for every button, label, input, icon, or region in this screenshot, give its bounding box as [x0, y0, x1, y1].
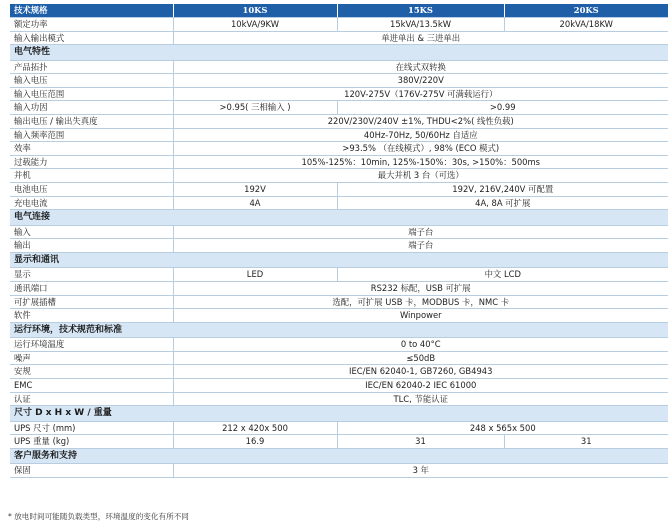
spec-row — [10, 60, 668, 74]
spec-row — [10, 421, 668, 435]
spec-value: 10kVA/9KW — [173, 18, 337, 32]
spec-row — [10, 282, 668, 296]
spec-value: 105%-125%：10min, 125%-150%：30s, >150%：500ms — [173, 155, 668, 169]
spec-value: >0.95( 三相输入 ) — [173, 101, 337, 115]
spec-label: 输入输出模式 — [10, 31, 173, 45]
spec-label: 输入电压 — [10, 74, 173, 88]
spec-value: 端子台 — [173, 225, 668, 239]
header-col-15ks: 15KS — [337, 4, 504, 18]
spec-label: 并机 — [10, 169, 173, 183]
spec-value: 212 x 420x 500 — [173, 421, 337, 435]
spec-label: 电池电压 — [10, 183, 173, 197]
spec-label: EMC — [10, 379, 173, 393]
spec-row — [10, 31, 668, 45]
spec-row — [10, 392, 668, 406]
spec-row — [10, 169, 668, 183]
section-header-row — [10, 406, 668, 422]
spec-value: IEC/EN 62040-1, GB7260, GB4943 — [173, 365, 668, 379]
spec-label: 认证 — [10, 392, 173, 406]
spec-value: 192V — [173, 183, 337, 197]
spec-label: 输入功因 — [10, 101, 173, 115]
spec-row — [10, 142, 668, 156]
section-title: 电气特性 — [10, 45, 668, 61]
spec-value: ≤50dB — [173, 351, 668, 365]
spec-label: 输出电压 / 输出失真度 — [10, 115, 173, 129]
spec-label: 输入电压范围 — [10, 87, 173, 101]
spec-value: 最大并机 3 台（可选） — [173, 169, 668, 183]
spec-label: 输出 — [10, 239, 173, 253]
spec-value: 端子台 — [173, 239, 668, 253]
spec-value: >93.5% （在线模式）, 98% (ECO 模式) — [173, 142, 668, 156]
spec-label: UPS 重量 (kg) — [10, 435, 173, 449]
spec-value: 248 x 565x 500 — [337, 421, 668, 435]
header-row — [10, 4, 668, 18]
header-col-10ks: 10KS — [173, 4, 337, 18]
section-title: 尺寸 D x H x W / 重量 — [10, 406, 668, 422]
spec-row — [10, 225, 668, 239]
spec-row — [10, 338, 668, 352]
spec-value: 220V/230V/240V ±1%, THDU<2%( 线性负载) — [173, 115, 668, 129]
spec-value: IEC/EN 62040-2 IEC 61000 — [173, 379, 668, 393]
header-col-20ks: 20KS — [504, 4, 668, 18]
spec-row — [10, 101, 668, 115]
spec-value: 16.9 — [173, 435, 337, 449]
spec-row — [10, 74, 668, 88]
spec-row — [10, 196, 668, 210]
spec-value: 40Hz-70Hz, 50/60Hz 自适应 — [173, 128, 668, 142]
spec-row — [10, 268, 668, 282]
section-header-row — [10, 448, 668, 464]
spec-value: 380V/220V — [173, 74, 668, 88]
spec-row — [10, 295, 668, 309]
spec-row — [10, 183, 668, 197]
spec-value: 192V, 216V,240V 可配置 — [337, 183, 668, 197]
spec-row — [10, 351, 668, 365]
spec-value: >0.99 — [337, 101, 668, 115]
spec-label: 噪声 — [10, 351, 173, 365]
spec-table — [10, 4, 668, 478]
spec-value: 31 — [337, 435, 504, 449]
spec-value: 120V-275V（176V-275V 可满载运行） — [173, 87, 668, 101]
spec-label: UPS 尺寸 (mm) — [10, 421, 173, 435]
section-header-row — [10, 252, 668, 268]
spec-table-body — [10, 4, 668, 478]
spec-label: 安规 — [10, 365, 173, 379]
spec-value: LED — [173, 268, 337, 282]
spec-value: 在线式双转换 — [173, 60, 668, 74]
spec-value: 20kVA/18KW — [504, 18, 668, 32]
spec-label: 通讯端口 — [10, 282, 173, 296]
spec-value: 中文 LCD — [337, 268, 668, 282]
section-header-row — [10, 210, 668, 226]
footnote: * 放电时间可能随负载类型，环境温度的变化有所不同 — [8, 512, 189, 521]
spec-label: 可扩展插槽 — [10, 295, 173, 309]
spec-row — [10, 379, 668, 393]
spec-row — [10, 87, 668, 101]
spec-row — [10, 239, 668, 253]
spec-value: TLC, 节能认证 — [173, 392, 668, 406]
spec-label: 输入频率范围 — [10, 128, 173, 142]
spec-value: 15kVA/13.5kW — [337, 18, 504, 32]
spec-label: 输入 — [10, 225, 173, 239]
spec-row — [10, 464, 668, 478]
spec-label: 产品拓扑 — [10, 60, 173, 74]
spec-row — [10, 365, 668, 379]
spec-row — [10, 155, 668, 169]
spec-row — [10, 18, 668, 32]
spec-value: 4A — [173, 196, 337, 210]
spec-value: 单进单出 & 三进单出 — [173, 31, 668, 45]
spec-value: 3 年 — [173, 464, 668, 478]
section-header-row — [10, 322, 668, 338]
section-title: 电气连接 — [10, 210, 668, 226]
spec-label: 软件 — [10, 309, 173, 323]
spec-row — [10, 309, 668, 323]
spec-label: 效率 — [10, 142, 173, 156]
spec-row — [10, 115, 668, 129]
spec-row — [10, 435, 668, 449]
section-header-row — [10, 45, 668, 61]
spec-value: 0 to 40°C — [173, 338, 668, 352]
spec-value: 4A, 8A 可扩展 — [337, 196, 668, 210]
spec-label: 充电电流 — [10, 196, 173, 210]
spec-value: Winpower — [173, 309, 668, 323]
section-title: 客户服务和支持 — [10, 448, 668, 464]
spec-label: 显示 — [10, 268, 173, 282]
section-title: 运行环境，技术规范和标准 — [10, 322, 668, 338]
spec-row — [10, 128, 668, 142]
spec-value: RS232 标配，USB 可扩展 — [173, 282, 668, 296]
section-title: 显示和通讯 — [10, 252, 668, 268]
spec-label: 保固 — [10, 464, 173, 478]
spec-value: 31 — [504, 435, 668, 449]
spec-value: 选配，可扩展 USB 卡，MODBUS 卡，NMC 卡 — [173, 295, 668, 309]
spec-label: 运行环境温度 — [10, 338, 173, 352]
spec-label: 过载能力 — [10, 155, 173, 169]
header-label: 技术规格 — [10, 4, 173, 18]
spec-label: 额定功率 — [10, 18, 173, 32]
